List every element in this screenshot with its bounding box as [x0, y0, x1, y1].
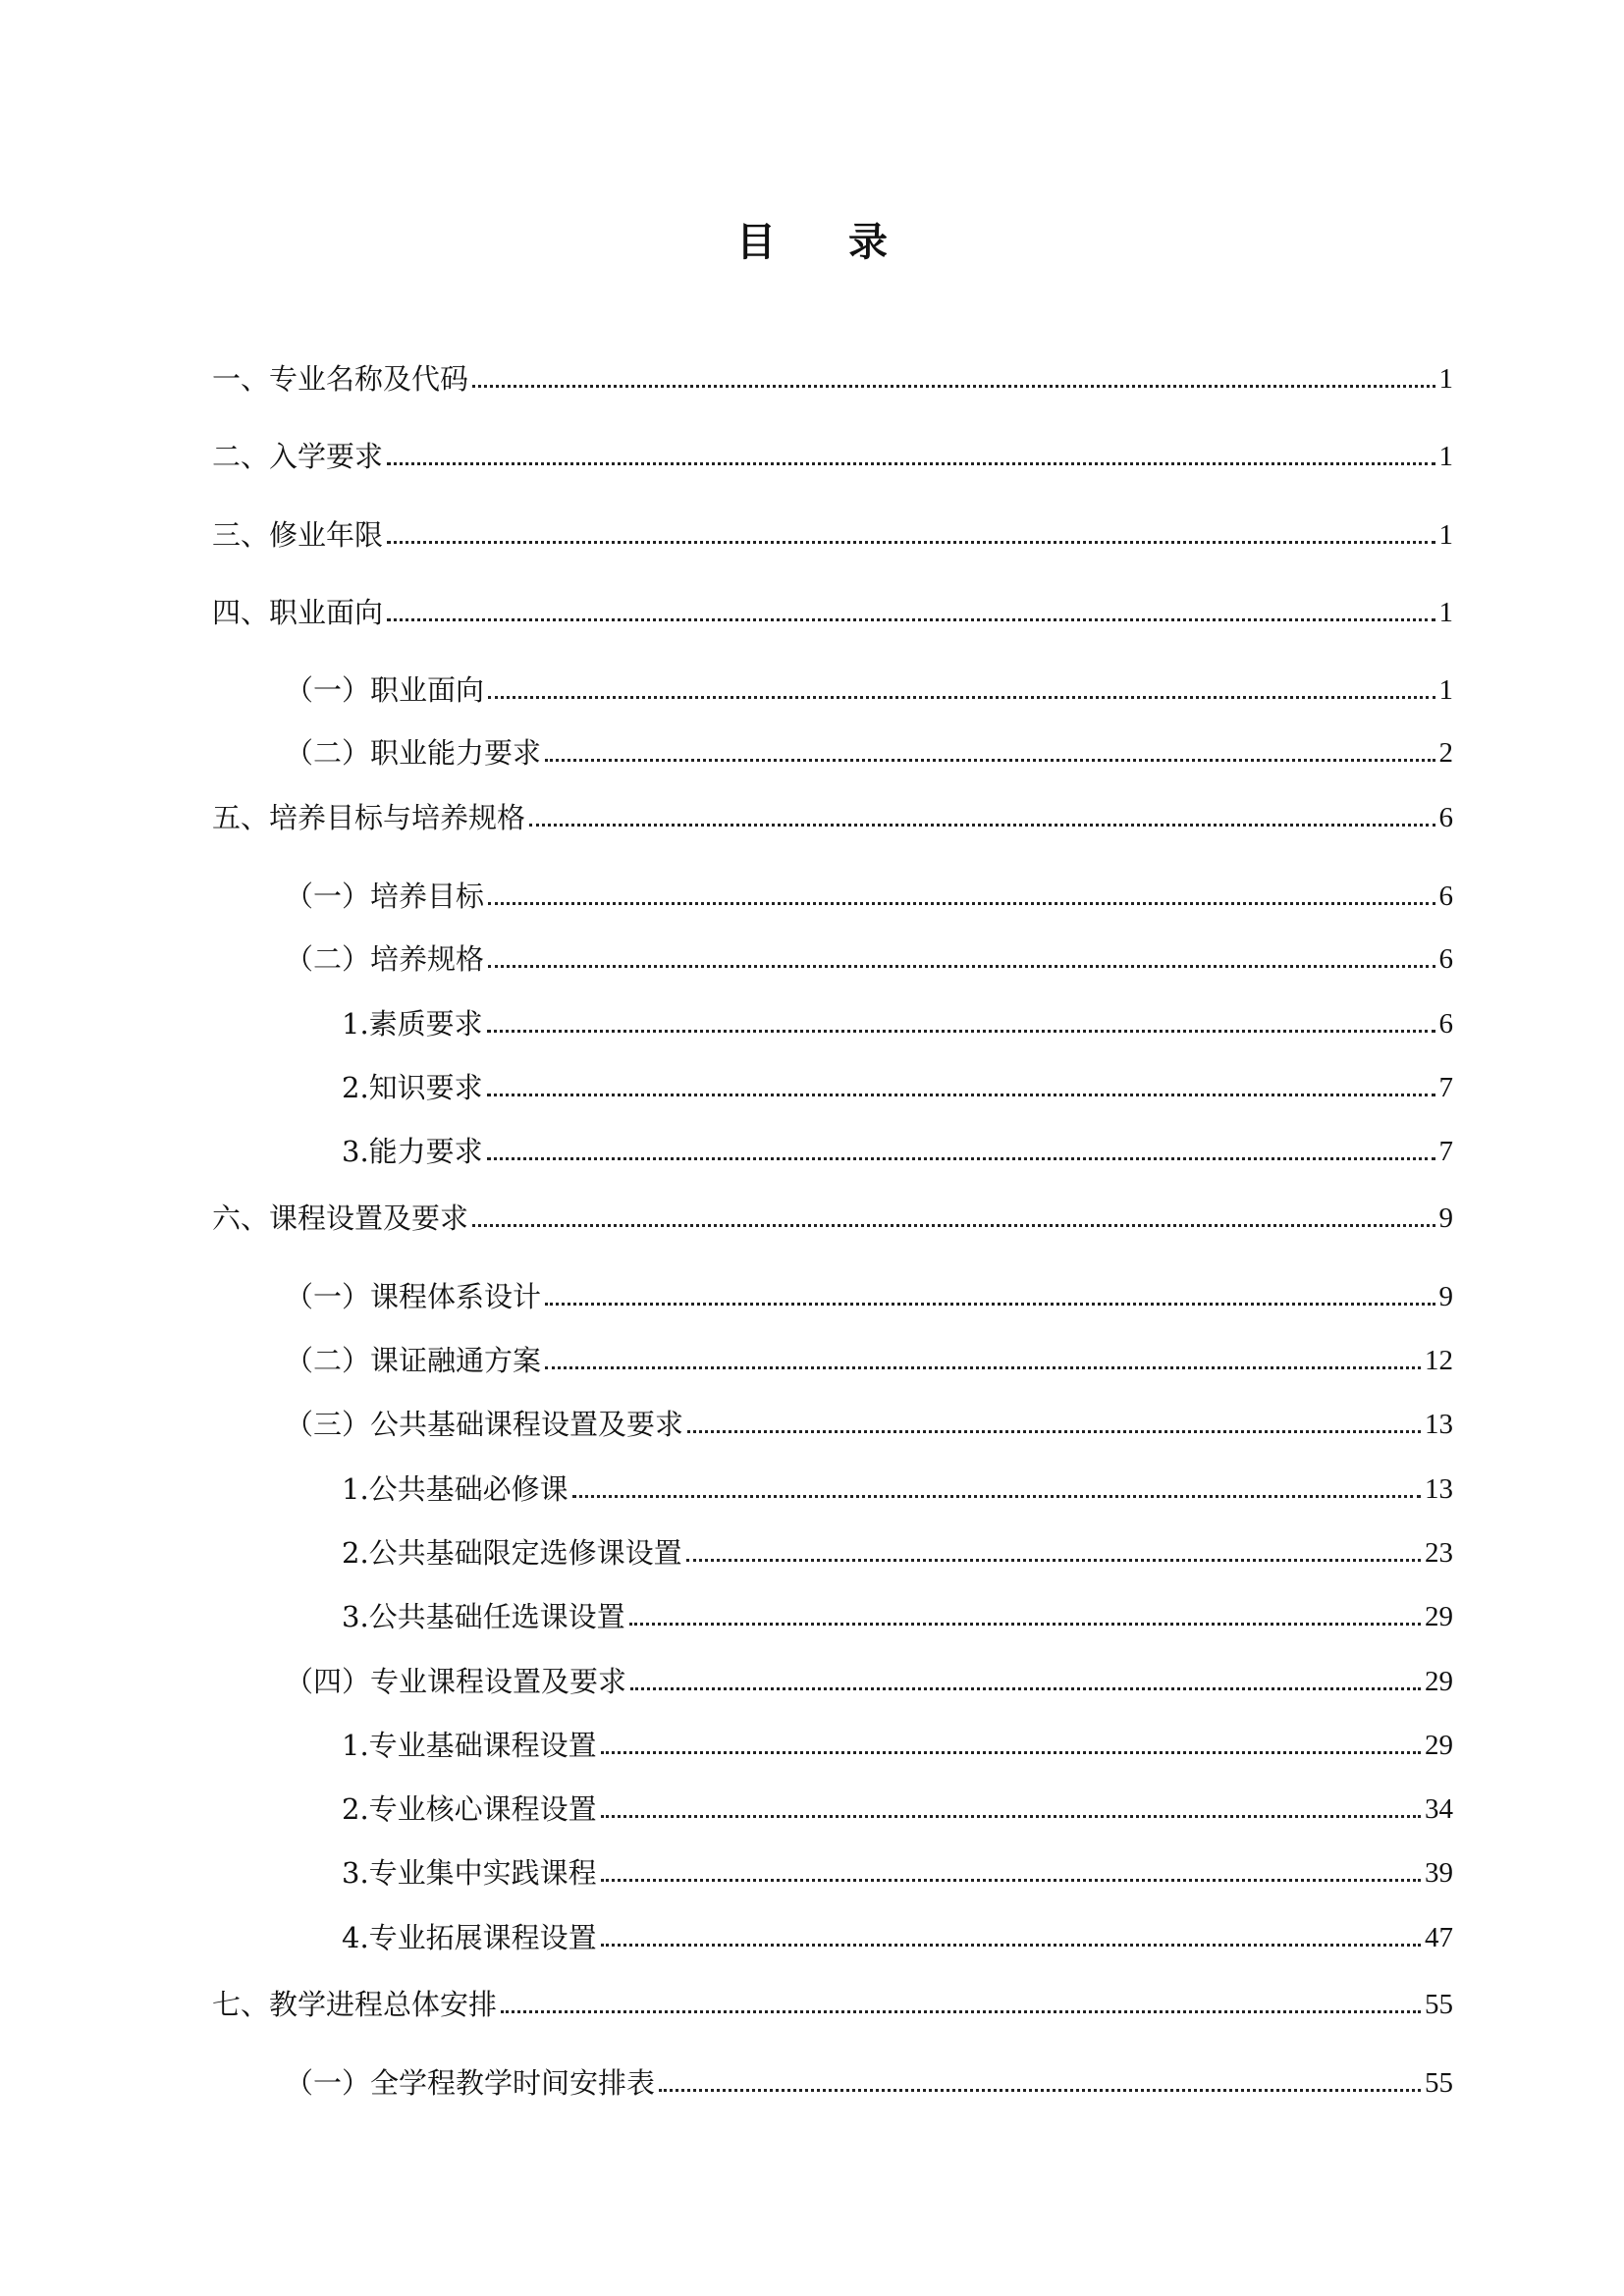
- dot-leader: [529, 824, 1435, 827]
- dot-leader: [686, 1559, 1421, 1562]
- dot-leader: [545, 1366, 1421, 1369]
- dot-leader: [488, 902, 1435, 905]
- dot-leader: [488, 965, 1435, 968]
- toc-entry[interactable]: [285, 1664, 1453, 1699]
- toc-entry-label: 七、教学进程总体安排: [212, 1988, 498, 2021]
- toc-entry-page-number: 34: [1425, 1793, 1453, 1825]
- toc-entry[interactable]: [285, 2065, 1453, 2101]
- toc-entry-page-number: 1: [1438, 597, 1453, 628]
- toc-entry-label: 二、入学要求: [212, 440, 384, 473]
- toc-entry-label: 1.专业基础课程设置: [342, 1729, 597, 1762]
- dot-leader: [601, 1815, 1421, 1818]
- toc-entry[interactable]: [285, 735, 1453, 771]
- dot-leader: [501, 2010, 1421, 2013]
- toc-entry[interactable]: [342, 1006, 1453, 1041]
- toc-entry-page-number: 29: [1425, 1666, 1453, 1697]
- toc-entry-label: （二）职业能力要求: [285, 736, 542, 770]
- dot-leader: [687, 1430, 1421, 1433]
- dot-leader: [601, 1944, 1421, 1947]
- toc-entry[interactable]: [285, 1343, 1453, 1378]
- toc-entry-page-number: 13: [1425, 1409, 1453, 1440]
- toc-entry-label: 2.公共基础限定选修课设置: [342, 1536, 682, 1570]
- toc-entry[interactable]: [285, 672, 1453, 708]
- toc-entry-label: （二）培养规格: [285, 942, 485, 976]
- toc-entry[interactable]: [285, 941, 1453, 977]
- toc-entry-page-number: 13: [1425, 1473, 1453, 1505]
- toc-entry[interactable]: [342, 1535, 1453, 1571]
- dot-leader: [472, 385, 1435, 388]
- toc-entry[interactable]: [342, 1791, 1453, 1827]
- toc-entry-label: 2.知识要求: [342, 1071, 483, 1104]
- toc-entry-page-number: 1: [1438, 674, 1453, 706]
- toc-entry[interactable]: [285, 879, 1453, 914]
- toc-entry-label: 四、职业面向: [212, 596, 384, 629]
- dot-leader: [629, 1623, 1421, 1626]
- toc-entry[interactable]: [342, 1855, 1453, 1891]
- toc-entry[interactable]: [342, 1070, 1453, 1105]
- toc-entry-label: （二）课证融通方案: [285, 1344, 542, 1377]
- toc-entry-page-number: 29: [1425, 1730, 1453, 1761]
- toc-entry-label: （一）职业面向: [285, 673, 485, 707]
- dot-leader: [545, 1303, 1435, 1306]
- toc-entry-label: （一）全学程教学时间安排表: [285, 2066, 656, 2100]
- toc-entry-page-number: 6: [1438, 943, 1453, 975]
- toc-entry-page-number: 39: [1425, 1857, 1453, 1889]
- toc-entry[interactable]: [285, 1279, 1453, 1314]
- toc-entry-label: 2.专业核心课程设置: [342, 1792, 597, 1826]
- toc-entry-label: 3.能力要求: [342, 1135, 483, 1168]
- dot-leader: [487, 1157, 1435, 1160]
- toc-entry[interactable]: [212, 439, 1453, 474]
- toc-entry-page-number: 7: [1438, 1072, 1453, 1103]
- toc-entry[interactable]: [342, 1599, 1453, 1634]
- dot-leader: [487, 1030, 1435, 1033]
- toc-entry[interactable]: [342, 1920, 1453, 1955]
- toc-entry-page-number: 29: [1425, 1601, 1453, 1632]
- toc-entry[interactable]: [212, 361, 1453, 397]
- toc-entry-page-number: 1: [1438, 519, 1453, 551]
- toc-entry-page-number: 47: [1425, 1922, 1453, 1953]
- toc-entry[interactable]: [212, 1201, 1453, 1236]
- toc-entry-page-number: 55: [1425, 2067, 1453, 2099]
- toc-entry-label: 六、课程设置及要求: [212, 1201, 469, 1235]
- toc-entry-page-number: 9: [1438, 1281, 1453, 1312]
- dot-leader: [659, 2089, 1421, 2092]
- toc-entry-label: （四）专业课程设置及要求: [285, 1665, 627, 1698]
- toc-entry-label: （三）公共基础课程设置及要求: [285, 1408, 684, 1441]
- toc-entry-page-number: 7: [1438, 1136, 1453, 1167]
- toc-entry[interactable]: [342, 1471, 1453, 1507]
- dot-leader: [387, 541, 1435, 544]
- toc-entry-label: 一、专业名称及代码: [212, 362, 469, 396]
- toc-entry-page-number: 6: [1438, 1008, 1453, 1040]
- dot-leader: [601, 1879, 1421, 1882]
- toc-entry[interactable]: [342, 1134, 1453, 1169]
- toc-entry-label: 五、培养目标与培养规格: [212, 801, 526, 834]
- dot-leader: [387, 618, 1435, 621]
- toc-entry-page-number: 1: [1438, 363, 1453, 395]
- dot-leader: [387, 462, 1435, 465]
- toc-entry[interactable]: [212, 1987, 1453, 2022]
- toc-entry-label: 4.专业拓展课程设置: [342, 1921, 597, 1954]
- toc-entry-page-number: 6: [1438, 881, 1453, 912]
- toc-entry-label: 三、修业年限: [212, 518, 384, 552]
- toc-entry-page-number: 23: [1425, 1537, 1453, 1569]
- dot-leader: [545, 759, 1435, 762]
- toc-entry-label: 1.素质要求: [342, 1007, 483, 1041]
- toc-entry-page-number: 6: [1438, 802, 1453, 833]
- toc-entry-label: （一）课程体系设计: [285, 1280, 542, 1313]
- dot-leader: [630, 1687, 1421, 1690]
- toc-entry[interactable]: [212, 595, 1453, 630]
- dot-leader: [601, 1751, 1421, 1754]
- toc-entry-page-number: 55: [1425, 1989, 1453, 2020]
- toc-entry-page-number: 12: [1425, 1345, 1453, 1376]
- toc-entry-label: 3.专业集中实践课程: [342, 1856, 597, 1890]
- toc-entry-page-number: 2: [1438, 737, 1453, 769]
- toc-entry-label: 1.公共基础必修课: [342, 1472, 568, 1506]
- page-title: 目 录: [736, 220, 917, 265]
- dot-leader: [472, 1224, 1435, 1227]
- dot-leader: [572, 1495, 1421, 1498]
- dot-leader: [488, 696, 1435, 699]
- toc-entry[interactable]: [285, 1407, 1453, 1442]
- toc-entry-page-number: 1: [1438, 441, 1453, 472]
- toc-entry-page-number: 9: [1438, 1202, 1453, 1234]
- toc-entry-label: 3.公共基础任选课设置: [342, 1600, 625, 1633]
- toc-entry[interactable]: [212, 800, 1453, 835]
- toc-entry[interactable]: [212, 517, 1453, 553]
- toc-entry-label: （一）培养目标: [285, 880, 485, 913]
- toc-entry[interactable]: [342, 1728, 1453, 1763]
- dot-leader: [487, 1094, 1435, 1096]
